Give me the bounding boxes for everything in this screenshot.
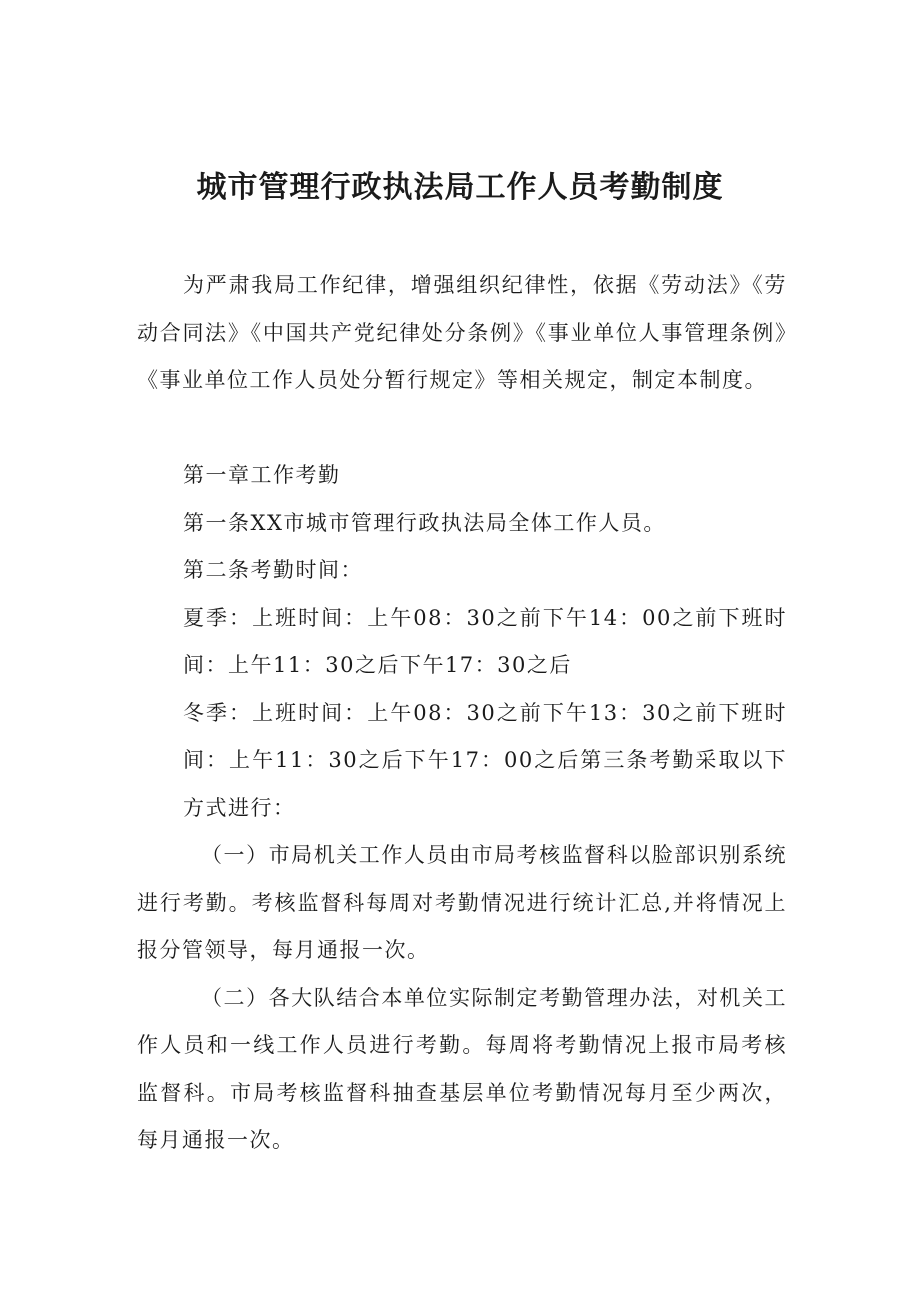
item-2: （二）各大队结合本单位实际制定考勤管理办法，对机关工作人员和一线工作人员进行考勤。每周将考勤情况上报市局考核监督科。市局考核监督科抽查基层单位考勤情况每月至少两次，每月通报一次。 — [137, 985, 787, 1152]
document-title: 城市管理行政执法局工作人员考勤制度 — [196, 170, 724, 205]
article-1: 第一条XX市城市管理行政执法局全体工作人员。 — [183, 510, 666, 535]
summer-schedule: 夏季：上班时间：上午08：30之前下午14：00之前下班时间：上午11：30之后下午17：30之后 — [183, 605, 787, 677]
intro-block — [137, 262, 787, 405]
item-1: （一）市局机关工作人员由市局考核监督科以脸部识别系统进行考勤。考核监督科每周对考勤情况进行统计汇总,并将情况上报分管领导，每月通报一次。 — [137, 843, 787, 962]
article-2: 第二条考勤时间： — [183, 558, 363, 582]
articles-block — [137, 452, 787, 1165]
chapter-heading: 第一章工作考勤 — [183, 463, 341, 487]
intro-paragraph: 为严肃我局工作纪律，增强组织纪律性，依据《劳动法》《劳动合同法》《中国共产党纪律处分条例》《事业单位人事管理条例》《事业单位工作人员处分暂行规定》等相关规定，制定本制度。 — [137, 273, 787, 392]
winter-schedule: 冬季：上班时间：上午08：30之前下午13：30之前下班时间：上午11：30之后下午17：00之后第三条考勤采取以下方式进行： — [183, 700, 787, 820]
